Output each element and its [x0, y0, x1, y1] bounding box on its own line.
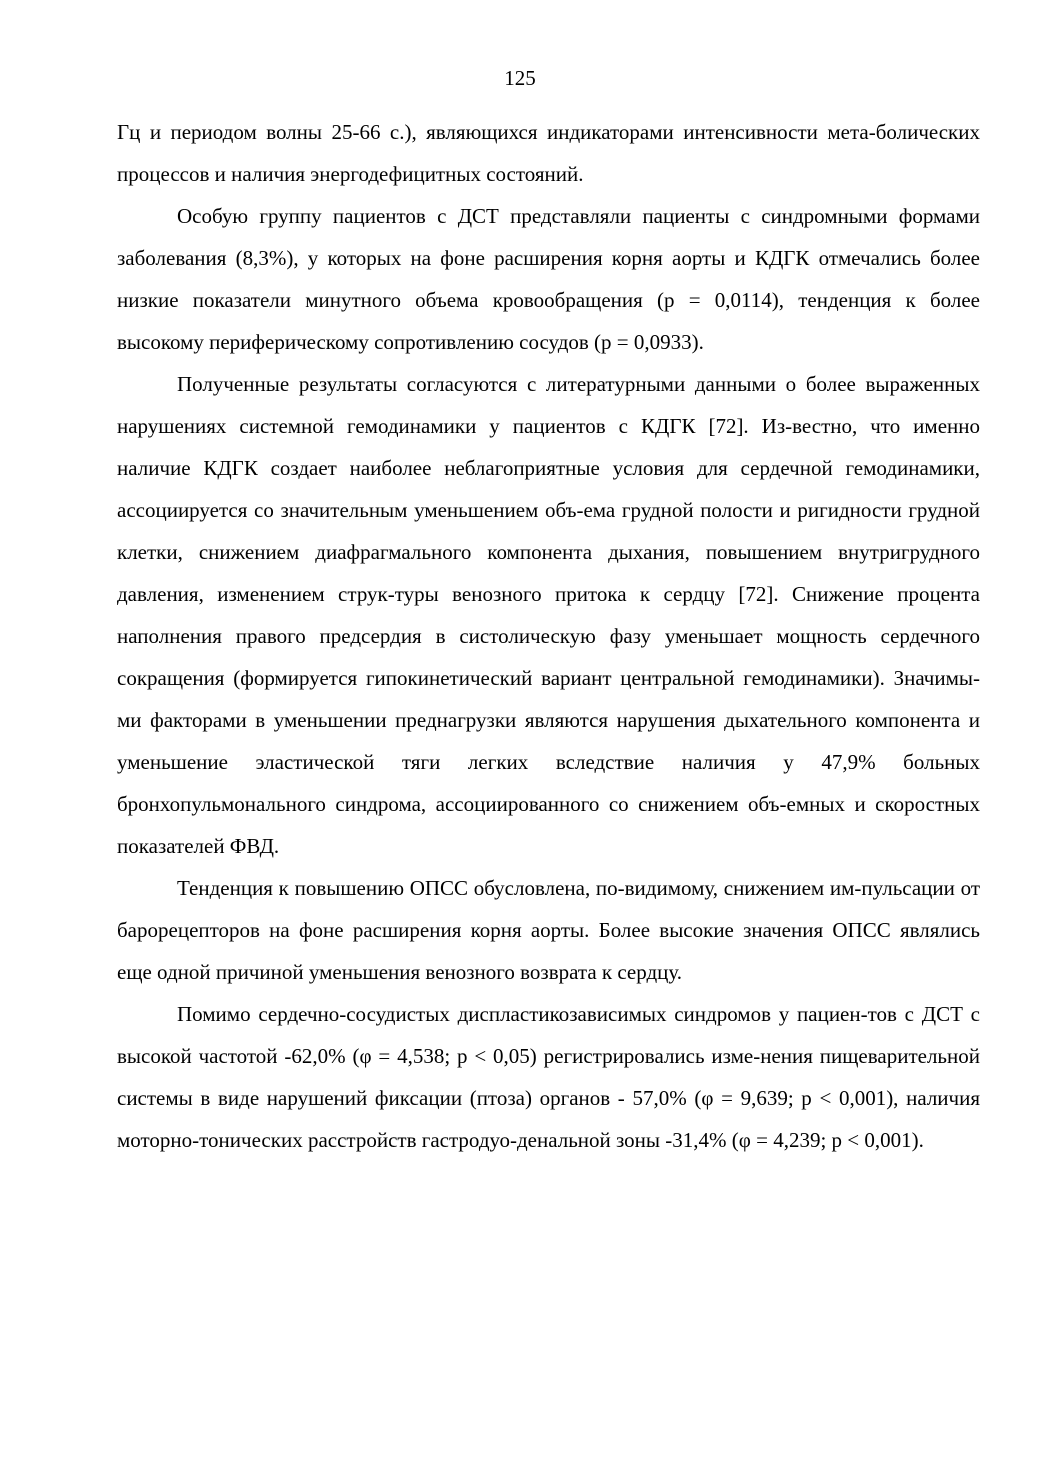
paragraph-4: Тенденция к повышению ОПСС обусловлена, по-видимому, снижением им-пульсации от барорецепторов на фоне расширения корня аорты. Более высокие значения ОПСС являлись еще одной причиной уменьшения венозного возврата к сердцу.: [117, 876, 980, 984]
document-body: [117, 111, 980, 1161]
paragraph-2: Особую группу пациентов с ДСТ представляли пациенты с синдромными формами заболевания (8,3%), у которых на фоне расширения корня аорты и КДГК отмечались более низкие показатели минутного объема кровообращения (p = 0,0114), тенденция к более высокому периферическому сопротивлению сосудов (p = 0,0933).: [117, 204, 980, 354]
paragraph-1: Гц и периодом волны 25-66 с.), являющихся индикаторами интенсивности мета-болических процессов и наличия энергодефицитных состояний.: [117, 120, 980, 186]
paragraph-3: Полученные результаты согласуются с литературными данными о более выраженных нарушениях системной гемодинамики у пациентов с КДГК [72]. Из-вестно, что именно наличие КДГК создает наиболее неблагоприятные условия для сердечной гемодинамики, ассоциируется со значительным уменьшением объ-ема грудной полости и ригидности грудной клетки, снижением диафрагмального компонента дыхания, повышением внутригрудного давления, изменением струк-туры венозного притока к сердцу [72]. Снижение процента наполнения правого предсердия в систолическую фазу уменьшает мощность сердечного сокращения (формируется гипокинетический вариант центральной гемодинамики). Значимы-ми факторами в уменьшении преднагрузки являются нарушения дыхательного компонента и уменьшение эластической тяги легких вследствие наличия у 47,9% больных бронхопульмонального синдрома, ассоциированного со снижением объ-емных и скоростных показателей ФВД.: [117, 372, 980, 858]
page-number: 125: [504, 66, 536, 90]
paragraph-5: Помимо сердечно-сосудистых диспластикозависимых синдромов у пациен-тов с ДСТ с высокой частотой -62,0% (φ = 4,538; p < 0,05) регистрировались изме-нения пищеварительной системы в виде нарушений фиксации (птоза) органов - 57,0% (φ = 9,639; p < 0,001), наличия моторно-тонических расстройств гастродуо-денальной зоны -31,4% (φ = 4,239; p < 0,001).: [117, 1002, 980, 1152]
